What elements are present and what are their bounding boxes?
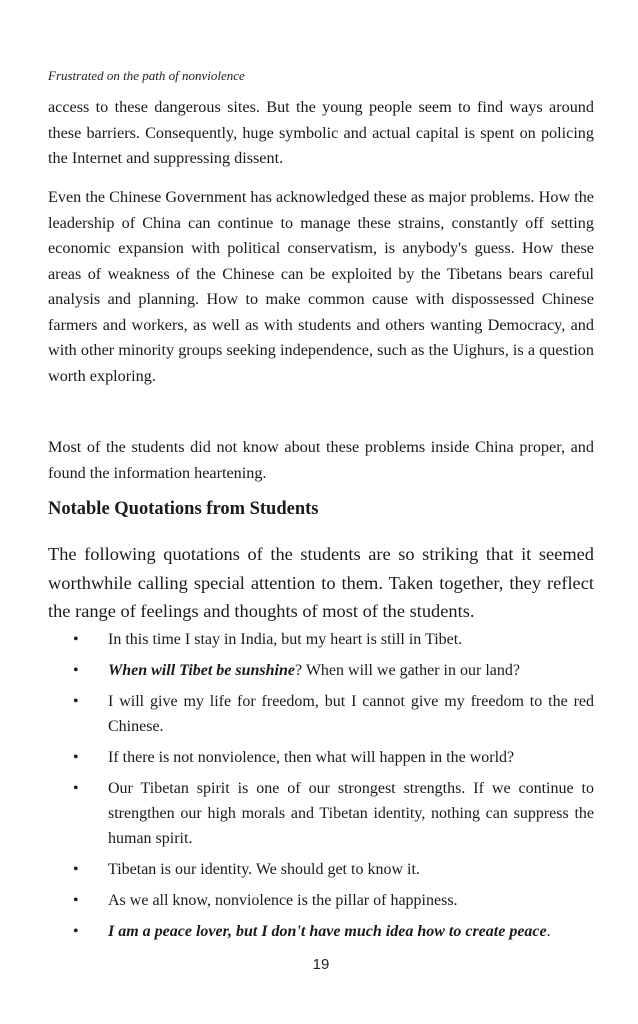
quote-text: ? When will we gather in our land? — [295, 662, 520, 679]
quote-emphasis: When will Tibet be sunshine — [108, 662, 295, 679]
paragraph-2: Even the Chinese Government has acknowledged these as major problems. How the leadership of China can continue to manage these strains, constantly off setting economic expansion with political conservatism, is anybody's guess. How these areas of weakness of the Chinese can be exploited by the Tibetans bears careful analysis and planning. How to make common cause with dispossessed Chinese farmers and workers, as well as with students and others wanting Democracy, and with other minority groups seeking independence, such as the Uighurs, is a question worth exploring. — [48, 188, 594, 385]
bullet-icon: • — [73, 892, 79, 909]
quote-text: If there is not nonviolence, then what will happen in the world? — [108, 749, 515, 766]
quote-item-8 — [48, 919, 594, 944]
quote-item-6 — [48, 857, 594, 882]
bullet-icon: • — [73, 749, 79, 766]
page-number: 19 — [312, 956, 330, 973]
quote-text: Our Tibetan spirit is one of our strongest strengths. If we continue to strengthen our high morals and Tibetan identity, nothing can suppress the human spirit. — [108, 780, 594, 847]
paragraph-1: access to these dangerous sites. But the young people seem to find ways around these barriers. Consequently, huge symbolic and actual capital is spent on policing the Internet and suppressing dissent. — [48, 98, 594, 167]
bullet-icon: • — [73, 631, 79, 648]
bullet-icon: • — [73, 693, 79, 710]
paragraph-3: Most of the students did not know about these problems inside China proper, and found the information heartening. — [48, 438, 594, 482]
quote-text: I will give my life for freedom, but I cannot give my freedom to the red Chinese. — [108, 693, 594, 735]
quote-item-5 — [48, 776, 594, 851]
running-head: Frustrated on the path of nonviolence — [48, 68, 245, 83]
bullet-icon: • — [73, 861, 79, 878]
quote-item-4 — [48, 745, 594, 770]
quote-item-7 — [48, 888, 594, 913]
section-heading: Notable Quotations from Students — [48, 499, 319, 519]
bullet-icon: • — [73, 780, 79, 797]
quotations-list — [48, 627, 594, 950]
quote-text: In this time I stay in India, but my heart is still in Tibet. — [108, 631, 463, 648]
bullet-icon: • — [73, 923, 79, 940]
bullet-icon: • — [73, 662, 79, 679]
quote-item-3 — [48, 689, 594, 739]
intro-paragraph: The following quotations of the students are so striking that it seemed worthwhile calling special attention to them. Taken together, they reflect the range of feelings and thoughts of most of the students. — [48, 544, 594, 621]
quote-item-1 — [48, 627, 594, 652]
quote-text: As we all know, nonviolence is the pillar of happiness. — [108, 892, 458, 909]
quote-text: . — [546, 923, 551, 940]
quote-item-2 — [48, 658, 594, 683]
quote-text: Tibetan is our identity. We should get to know it. — [108, 861, 420, 878]
quote-emphasis: I am a peace lover, but I don't have much idea how to create peace — [108, 923, 547, 940]
